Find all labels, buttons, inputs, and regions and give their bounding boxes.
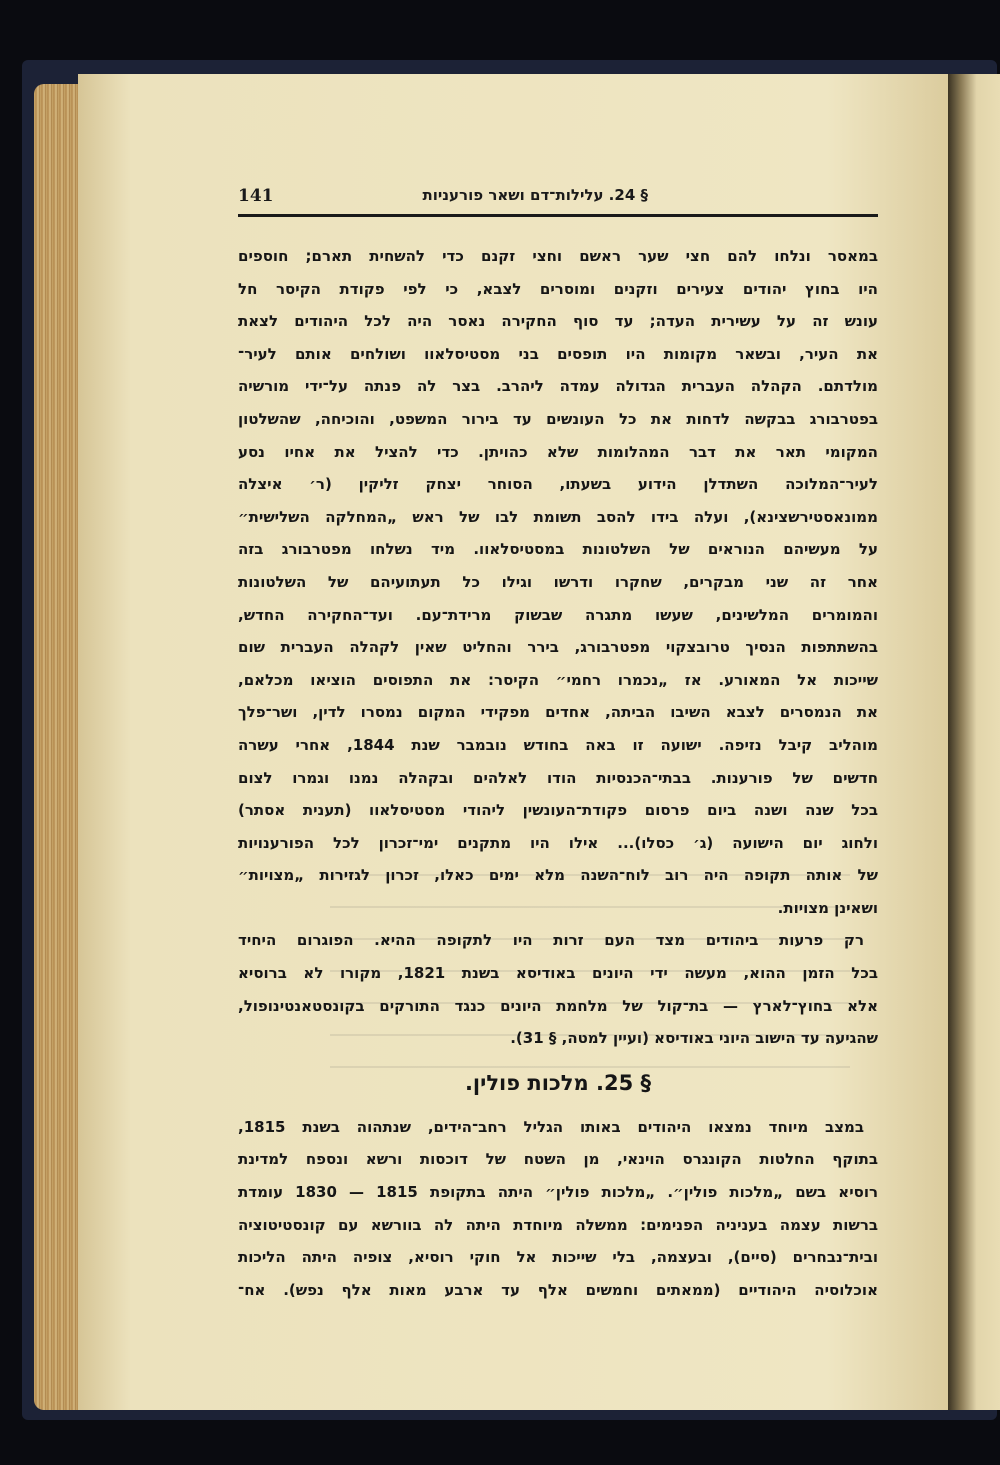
text-line: מולדתם. הקהלה העברית הגדולה עמדה ליהרב. בצר לה פנתה על־ידי מורשיה bbox=[238, 377, 878, 396]
text-line: ברשות עצמה בעניניה הפנימים: ממשלה מיוחדת היתה לה בוורשא עם קונסטיטוציה bbox=[238, 1215, 878, 1234]
text-line: בפטרבורג בבקשה לדחות את כל העונשים עד בירור המשפט, והוכיחה, שהשלטון bbox=[238, 409, 878, 428]
body-text bbox=[238, 240, 878, 1306]
text-line: אלא בחוץ־לארץ — בת־קול של מלחמת היונים כנגד התורקים בקונסטאנטינופול, bbox=[238, 996, 878, 1015]
text-line: בכל שנה ושנה ביום פרסום פקודת־העונשין ליהודי מסטיסלאוו (תענית אסתר) bbox=[238, 801, 878, 820]
text-line: היו בחוץ יהודים צעירים וזקנים ומוסרים לצבא, כי לפי פקודת הקיסר חל bbox=[238, 279, 878, 298]
text-line: אוכלוסיה היהודיים (ממאתים וחמשים אלף עד ארבע מאות אלף נפש). אח־ bbox=[238, 1280, 878, 1299]
text-line: עונש זה על עשירית העדה; עד סוף החקירה נאסר היה לכל היהודים לצאת bbox=[238, 312, 878, 331]
text-line: אחר זה שני מבקרים, שחקרו ודרשו וגילו כל תעתועיהם של השלטונות bbox=[238, 572, 878, 591]
text-line: במאסר ונלחו להם חצי שער ראשם וחצי זקנם כדי להשחית תארם; חוספים bbox=[238, 247, 878, 265]
text-line: ולחוג יום הישועה (ג׳ כסלו)... אילו היו מתקנים ימי־זכרון לכל הפורענויות bbox=[238, 833, 878, 852]
text-line: של אותה תקופה היה רוב לוח־השנה מלא ימים כאלו, זכרון לגזירות „מצויות״ bbox=[238, 866, 878, 885]
text-line: המקומי תאר את דבר המהלומות שלא כהויתן. כדי להציל את אחיו נסע bbox=[238, 442, 878, 461]
text-line: בכל הזמן ההוא, מעשה ידי היונים באודיסא בשנת 1821, מקורו לא ברוסיא bbox=[238, 964, 878, 983]
text-line: במצב מיוחד נמצאו היהודים באותו הגליל רחב־הידים, שנתהוה בשנת 1815, bbox=[238, 1117, 864, 1136]
text-line: והמומרים המלשינים, שעשו מתגרה שבשוק מרידת־עם. ועד־החקירה החדש, bbox=[238, 605, 878, 624]
page-number: 141 bbox=[238, 186, 274, 206]
running-head: § 24. עלילות־דם ושאר פורעניות bbox=[422, 186, 648, 204]
text-line: חדשים של פורענות. בבתי־הכנסיות הודו לאלהים ובקהלה נמנו וגמרו לצום bbox=[238, 768, 878, 787]
text-line: ממונאסטירשצינא), ועלה בידו להסב תשומת לבו של ראש „המחלקה השלישית״ bbox=[238, 507, 878, 526]
section-title: § 25. מלכות פולין. bbox=[464, 1070, 652, 1095]
text-line: מוהליב קיבל נזיפה. ישועה זו באה בחודש נובמבר שנת 1844, אחרי עשרה bbox=[238, 735, 878, 754]
text-line: ושאינן מצויות. bbox=[777, 898, 878, 917]
text-line: את העיר, ובשאר מקומות היו תופסים בני מסטיסלאוו ושולחים אותם לעיר־ bbox=[238, 344, 878, 363]
text-line: ובית־נבחרים (סיים), ובעצמה, בלי שייכות אל חוקי רוסיא, צופיה היתה הליכות bbox=[238, 1248, 878, 1267]
page-header bbox=[238, 186, 878, 216]
text-line: בהשתתפות הנסיך טרובצקוי מפטרבורג, בירר והחליט שאין לקהלה העברית שום bbox=[238, 638, 878, 657]
paragraph-2 bbox=[238, 924, 878, 1054]
text-line: את הנמסרים לצבא השיבו הביתה, אחדים מפקידי המקום נמסרו לדין, ושר־פלך bbox=[238, 703, 878, 722]
text-line: על מעשיהם הנוראים של השלטונות במסטיסלאוו. מיד נשלחו מפטרבורג בזה bbox=[238, 540, 878, 559]
text-line: רק פרעות ביהודים מצד העם זרות היו לתקופה ההיא. הפוגרום היחיד bbox=[238, 931, 864, 950]
facing-page-edge bbox=[948, 74, 1000, 1410]
text-line: רוסיא בשם „מלכות פולין״. „מלכות פולין״ היתה בתקופת 1815 — 1830 עומדת bbox=[238, 1183, 878, 1202]
text-line: שהגיעה עד הישוב היוני באודיסא (ועיין למטה, § 31). bbox=[510, 1029, 878, 1048]
text-line: בתוקף החלטות הקונגרס הוינאי, מן השטח של דוכסות ורשא ונספח למדינת bbox=[238, 1150, 878, 1169]
paragraph-3 bbox=[238, 1111, 878, 1307]
text-line: שייכות אל המאורע. אז „נכמרו רחמי״ הקיסר: את התפוסים הוציאו מכלאם, bbox=[238, 670, 878, 689]
header-rule bbox=[238, 214, 878, 217]
paragraph-1 bbox=[238, 240, 878, 924]
text-line: לעיר־המלוכה השתדלן הידוע בשעתו, הסוחר יצחק זליקין (ר׳ איצלה bbox=[238, 475, 878, 494]
